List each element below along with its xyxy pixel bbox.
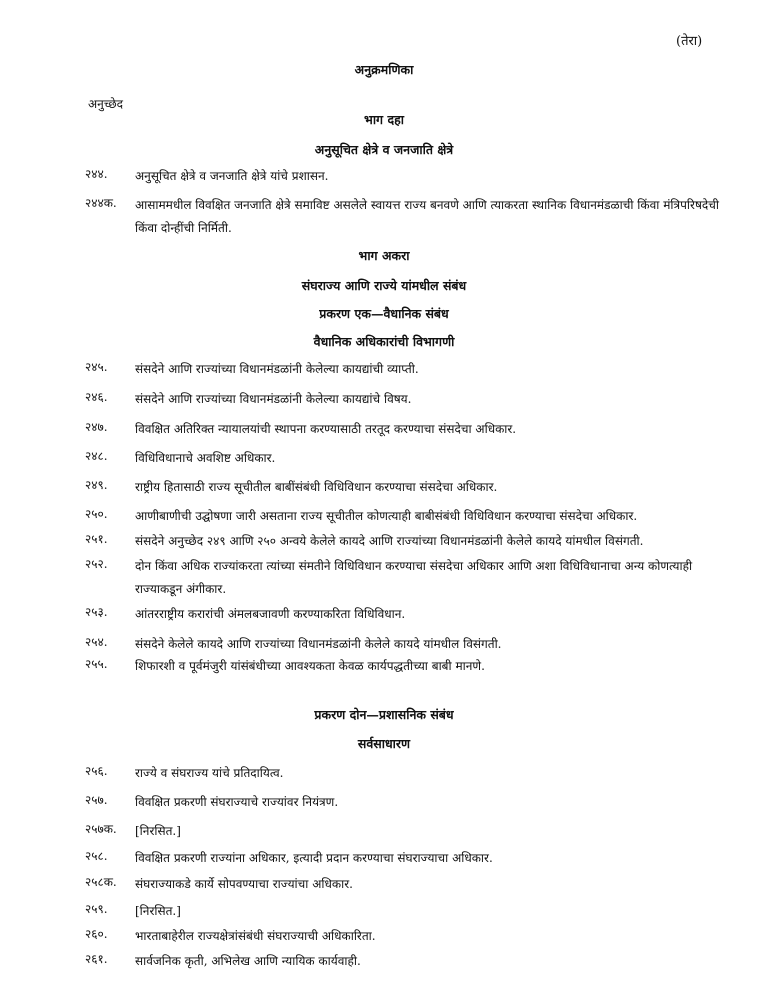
article-title: [निरसित.] (135, 904, 181, 918)
part-11-heading: भाग अकरा (358, 248, 410, 263)
article-number: २४५. (85, 360, 108, 374)
article-number: २५५. (85, 657, 108, 671)
article-title: विवक्षित प्रकरणी संघराज्याचे राज्यांवर नियंत्रण. (135, 795, 339, 809)
article-number: २४७. (85, 420, 108, 434)
article-title: [निरसित.] (135, 824, 181, 838)
article-number: २६१. (85, 952, 108, 966)
article-title: विधिविधानाचे अवशिष्ट अधिकार. (135, 451, 276, 465)
article-title: संसदेने केलेले कायदे आणि राज्यांच्या विधानमंडळांनी केलेले कायदे यांमधील विसंगती. (135, 637, 502, 651)
article-number: २५६. (85, 764, 108, 778)
article-title: संसदेने अनुच्छेद २४९ आणि २५० अन्वये केलेले कायदे आणि राज्यांच्या विधानमंडळांनी केलेले कायदे यांमधील विसंगती. (135, 534, 644, 548)
article-title: राज्ये व संघराज्य यांचे प्रतिदायित्व. (135, 766, 284, 780)
article-title: विवक्षित प्रकरणी राज्यांना अधिकार, इत्यादी प्रदान करण्याचा संघराज्याचा अधिकार. (135, 851, 493, 865)
article-number: २५२. (85, 557, 108, 571)
article-title: अनुसूचित क्षेत्रे व जनजाति क्षेत्रे यांचे प्रशासन. (135, 169, 329, 183)
article-title: संघराज्याकडे कार्ये सोपवण्याचा राज्यांचा अधिकार. (135, 877, 353, 891)
part-11-subheading: संघराज्य आणि राज्ये यांमधील संबंध (301, 278, 467, 293)
article-title: विवक्षित अतिरिक्त न्यायालयांची स्थापना करण्यासाठी तरतूद करण्याचा संसदेचा अधिकार. (135, 422, 517, 436)
article-title: आणीबाणीची उद्घोषणा जारी असताना राज्य सूचीतील कोणत्याही बाबीसंबंधी विधिविधान करण्याचा संसदेचा अधिकार. (135, 509, 638, 523)
article-number: २४४. (85, 167, 108, 181)
article-column-label: अनुच्छेद (88, 97, 124, 111)
chapter-1-subheading: वैधानिक अधिकारांची विभागणी (313, 334, 455, 349)
article-number: २४९. (85, 478, 108, 492)
article-number: २५०. (85, 507, 108, 521)
article-number: २५१. (85, 532, 108, 546)
article-title: आंतरराष्ट्रीय करारांची अंमलबजावणी करण्याकरिता विधिविधान. (135, 607, 406, 621)
chapter-2-subheading: सर्वसाधारण (357, 736, 411, 751)
part-10-subheading: अनुसूचित क्षेत्रे व जनजाति क्षेत्रे (314, 142, 454, 157)
article-number: २५७क. (85, 822, 117, 836)
article-number: २५९. (85, 902, 108, 916)
article-number: २४६. (85, 390, 108, 404)
article-number: २६०. (85, 927, 108, 941)
article-title: सार्वजनिक कृती, अभिलेख आणि न्यायिक कार्यवाही. (135, 954, 361, 968)
article-number: २५७. (85, 793, 108, 807)
article-title: शिफारशी व पूर्वमंजुरी यांसंबंधीच्या आवश्यकता केवळ कार्यपद्धतीच्या बाबी मानणे. (135, 659, 485, 673)
article-title: राष्ट्रीय हितासाठी राज्य सूचीतील बाबींसंबंधी विधिविधान करण्याचा संसदेचा अधिकार. (135, 480, 498, 494)
article-title: संसदेने आणि राज्यांच्या विधानमंडळांनी केलेल्या कायद्यांचे विषय. (135, 392, 412, 406)
article-number: २४४क. (85, 196, 117, 210)
article-title: आसाममधील विवक्षित जनजाति क्षेत्रे समाविष्ट असलेले स्वायत्त राज्य बनवणे आणि त्याकरता स्थानिक विधानमंडळाची किंवा मंत्रिपरिषदेची किंवा दोन्हींची निर्मिती. (135, 198, 719, 235)
page-number: (तेरा) (676, 34, 703, 49)
article-number: २४८. (85, 449, 108, 463)
part-10-heading: भाग दहा (364, 112, 404, 127)
article-number: २५८क. (85, 875, 117, 889)
article-number: २५३. (85, 605, 108, 619)
article-number: २५४. (85, 635, 108, 649)
article-title: भारताबाहेरील राज्यक्षेत्रांसंबंधी संघराज्याची अधिकारिता. (135, 929, 376, 943)
article-number: २५८. (85, 849, 108, 863)
chapter-2-heading: प्रकरण दोन—प्रशासनिक संबंध (314, 707, 454, 722)
index-title: अनुक्रमणिका (354, 62, 414, 77)
article-title: दोन किंवा अधिक राज्यांकरता त्यांच्या संमतीने विधिविधान करण्याचा संसदेचा अधिकार आणि अशा विधिविधानाचा अन्य कोणत्याही राज्याकडून अंगीकार. (135, 559, 693, 596)
article-title: संसदेने आणि राज्यांच्या विधानमंडळांनी केलेल्या कायद्यांची व्याप्ती. (135, 362, 419, 376)
chapter-1-heading: प्रकरण एक—वैधानिक संबंध (319, 306, 449, 321)
